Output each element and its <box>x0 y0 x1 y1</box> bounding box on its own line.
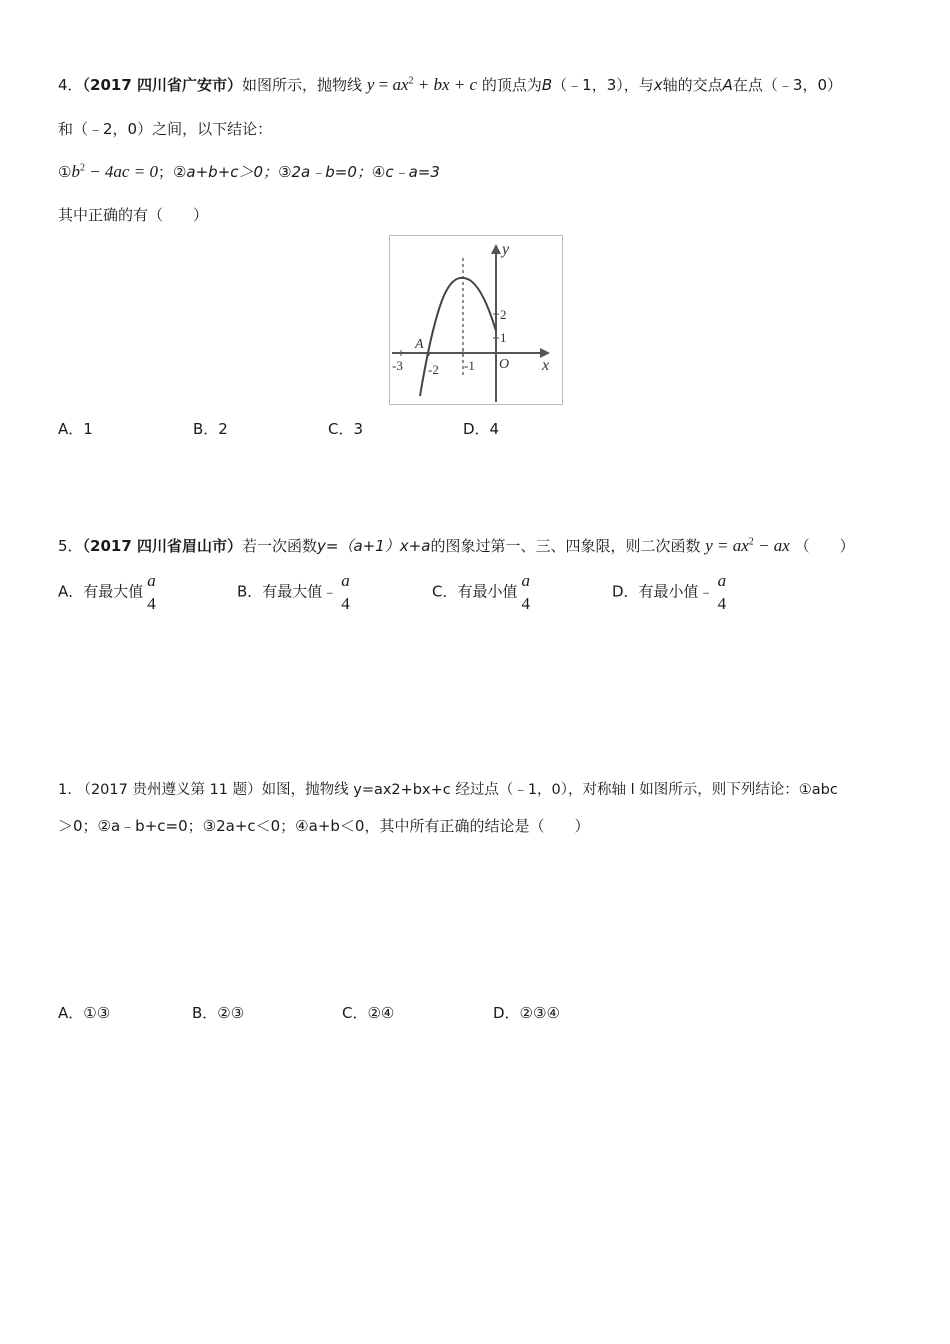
q5-option-c-fraction: a 4 <box>521 571 530 613</box>
q4-line2: 和（﹣2，0）之间，以下结论： <box>58 120 273 138</box>
q4-number: 4． <box>58 76 83 94</box>
q4-A: A <box>722 76 733 94</box>
q5-option-c[interactable] <box>432 572 530 612</box>
q4-figure <box>389 235 563 405</box>
tick-2: 2 <box>500 307 507 322</box>
q1-option-c[interactable]: C．②④ <box>342 1004 395 1022</box>
q5-paren: （ ） <box>794 537 855 555</box>
q4-B: B <box>541 76 553 94</box>
tick-neg1: -1 <box>464 358 475 373</box>
q5-option-a-fraction: a 4 <box>147 571 156 613</box>
q5-option-c-label: C．有最小值 <box>432 582 518 601</box>
q5-option-a-label: A．有最大值 <box>58 582 144 601</box>
q1-line1 <box>58 778 838 799</box>
q1-line2: ＞0；②a﹣b+c=0；③2a+c＜0；④a+b＜0，其中所有正确的结论是（ ） <box>58 817 590 835</box>
q5-option-d-label: D．有最小值﹣ <box>612 582 714 601</box>
q4-text3: 轴的交点 <box>662 76 723 94</box>
q5-option-a[interactable] <box>58 572 156 612</box>
q4-formula: $y = ax^2$ + bx + c <box>366 75 478 94</box>
q5-number: 5． <box>58 537 83 555</box>
origin-label: O <box>499 357 510 372</box>
y-axis-arrow <box>491 244 501 254</box>
x-label: x <box>542 357 550 374</box>
q4-c2: ②a+b+c＞0； <box>172 163 279 181</box>
q4-c3: ③2a﹣b=0； <box>278 163 372 181</box>
q4-vertex: （﹣1，3），与 <box>552 76 654 94</box>
parabola-graph <box>390 236 562 404</box>
q1-number: 1. <box>58 782 72 798</box>
q4-ask: 其中正确的有（ ） <box>58 206 209 224</box>
q5-option-b-label: B．有最大值﹣ <box>237 582 338 601</box>
q5-option-b[interactable] <box>237 572 350 612</box>
q1-option-b[interactable]: B．②③ <box>192 1004 245 1022</box>
q4-conclusions <box>58 161 440 182</box>
q4-c1: ① <box>58 163 72 181</box>
q4-text2: 的顶点为 <box>481 76 542 94</box>
q4-option-c[interactable]: C．3 <box>328 420 364 438</box>
q5-text2: 的图象过第一、三、四象限，则二次函数 <box>430 537 701 555</box>
q4-line1 <box>58 74 842 95</box>
q4-option-a[interactable]: A．1 <box>58 420 93 438</box>
q5-quad: $y = ax^2$ − ax <box>705 536 790 555</box>
q5-option-d-fraction: a 4 <box>717 571 727 613</box>
q4-text4: 在点（﹣3，0） <box>732 76 843 94</box>
A-label: A <box>415 337 424 352</box>
q1-option-d[interactable]: D．②③④ <box>493 1004 560 1022</box>
q1-option-a[interactable]: A．①③ <box>58 1004 111 1022</box>
q4-c4: ④c﹣a=3 <box>371 163 440 181</box>
q4-source: （2017 四川省广安市） <box>82 76 243 94</box>
q4-x: x <box>653 76 663 94</box>
q1-text1: （2017 贵州遵义第 11 题）如图，抛物线 y=ax2+bx+c 经过点（﹣1，0），对称轴 l 如图所示，则下列结论：①abc <box>76 782 838 798</box>
q5-source: （2017 四川省眉山市） <box>82 537 243 555</box>
tick-1: 1 <box>500 330 507 345</box>
y-label: y <box>502 241 510 258</box>
q4-c1-formula: $b^2 - 4ac = 0$ <box>71 162 158 181</box>
q5-option-b-fraction: a 4 <box>341 571 350 613</box>
q4-option-b[interactable]: B．2 <box>193 420 228 438</box>
parabola-curve <box>420 278 496 396</box>
q5-option-d[interactable] <box>612 572 726 612</box>
q4-option-d[interactable]: D．4 <box>463 420 500 438</box>
q5-text1: 若一次函数 <box>242 537 318 555</box>
q4-text: 如图所示，抛物线 <box>242 76 363 94</box>
q4-sep: ； <box>157 163 173 181</box>
tick-neg2: -2 <box>428 362 439 377</box>
q5-func: y=（a+1）x+a <box>317 537 431 555</box>
tick-neg3: -3 <box>392 358 403 373</box>
q5-line1 <box>58 535 855 556</box>
